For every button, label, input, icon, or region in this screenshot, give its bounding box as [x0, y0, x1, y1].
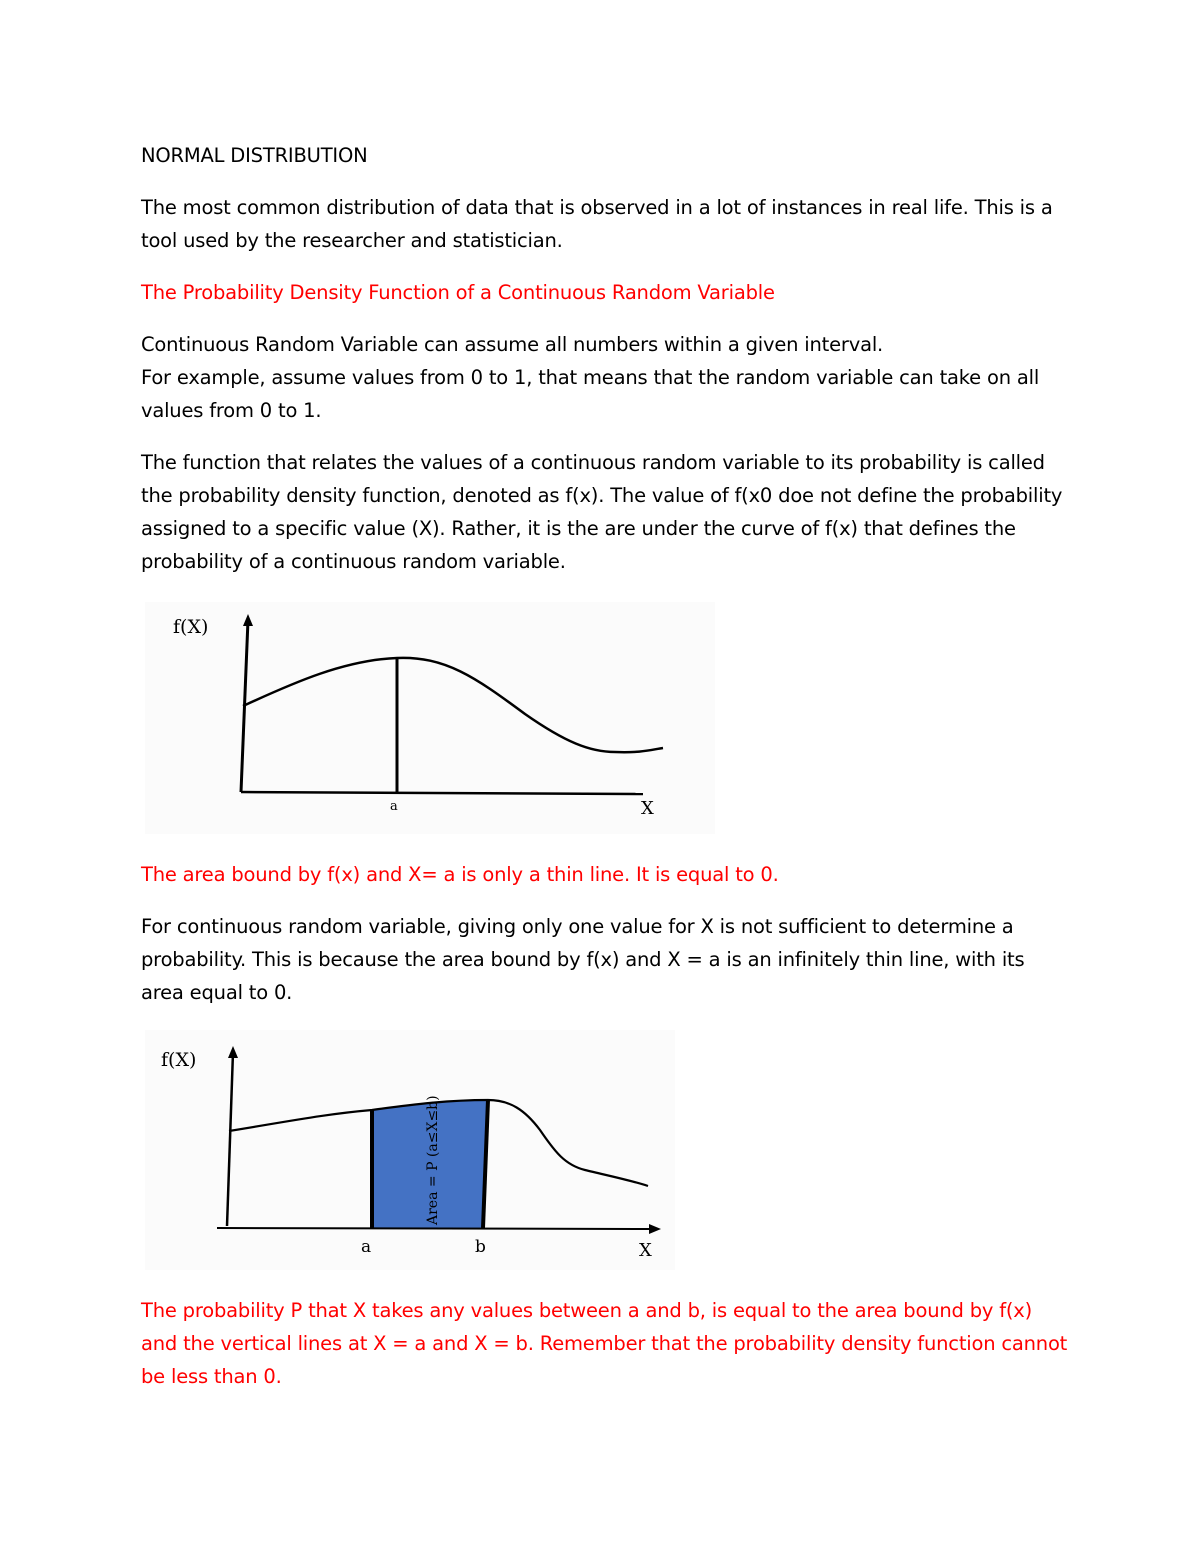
figure2-svg: [145, 1030, 675, 1270]
conclusion-paragraph: The probability P that X takes any values between a and b, is equal to the area bound by f(x) and the vertical lines at X = a and X = b. Remember that the probability density function cannot be less than 0.: [141, 1299, 1068, 1388]
figure1-svg: [145, 602, 715, 834]
intro-paragraph: The most common distribution of data that is observed in a lot of instances in real life. This is a tool used by the researcher and statistician.: [141, 196, 1053, 252]
figure2-a-label: a: [361, 1237, 372, 1257]
document-body: [141, 139, 1071, 578]
document-body-2: [141, 858, 1071, 1009]
document-body-3: [141, 1294, 1071, 1393]
pdf-paragraph: The function that relates the values of a continuous random variable to its probability is called the probability density function, denoted as f(x). The value of f(x0 doe not define the probability assigned to a specific value (X). Rather, it is the are under the curve of f(x) that defines the probability of a continuous random variable.: [141, 451, 1063, 573]
figure1-x-label: X: [641, 798, 654, 819]
figure2-area-label: Area = P (a≤X≤b): [425, 1095, 441, 1225]
figure1-y-label: f(X): [173, 616, 209, 638]
figure2-x-label: X: [639, 1240, 652, 1261]
figure-single-value: [145, 602, 715, 834]
figure1-a-label: a: [390, 799, 398, 814]
single-value-paragraph: For continuous random variable, giving only one value for X is not sufficient to determine a probability. This is because the area bound by f(x) and X = a is an infinitely thin line, with its area equal to 0.: [141, 915, 1025, 1004]
pdf-heading: The Probability Density Function of a Continuous Random Variable: [141, 281, 775, 304]
crv-example: For example, assume values from 0 to 1, that means that the random variable can take on all values from 0 to 1.: [141, 366, 1040, 422]
crv-definition: Continuous Random Variable can assume all numbers within a given interval.: [141, 333, 884, 356]
thin-line-note: The area bound by f(x) and X= a is only a thin line. It is equal to 0.: [141, 863, 779, 886]
figure2-y-label: f(X): [161, 1049, 197, 1071]
document-title: NORMAL DISTRIBUTION: [141, 144, 368, 167]
figure1-background: [145, 602, 715, 834]
figure2-x-axis: [217, 1228, 653, 1229]
figure2-b-label: b: [475, 1237, 486, 1257]
figure-interval-area: [145, 1030, 675, 1270]
